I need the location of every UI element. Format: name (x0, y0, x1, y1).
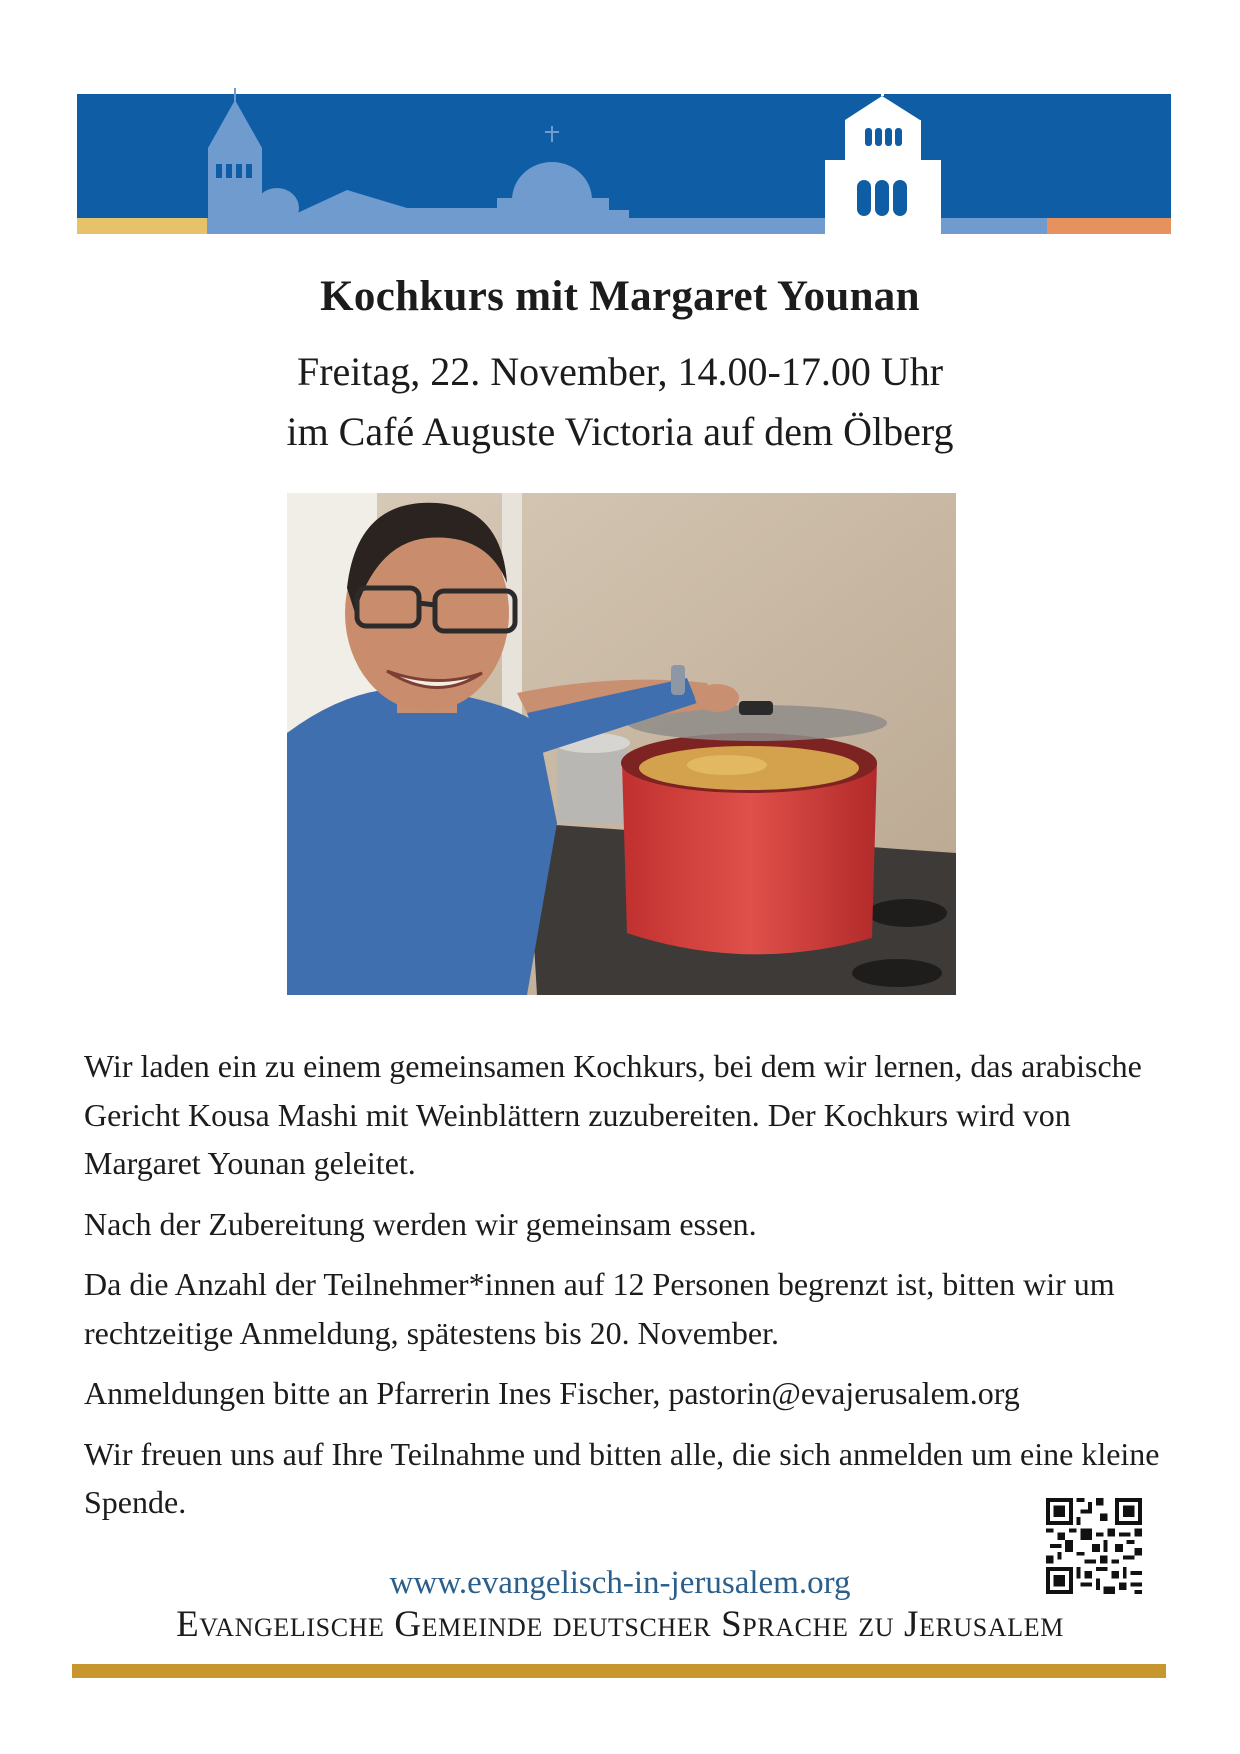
cooking-photo (287, 493, 956, 995)
event-date: Freitag, 22. November, 14.00-17.00 Uhr (296, 349, 944, 394)
event-location: im Café Auguste Victoria auf dem Ölberg (286, 409, 954, 454)
paragraph-intro: Wir laden ein zu einem gemeinsamen Kochkurs, bei dem wir lernen, das arabische Gericht Kousa Mashi mit Weinblättern zuzubereiten. Der Kochkurs wird von Margaret Younan geleitet. (84, 1048, 1142, 1181)
paragraph-registration[interactable]: Anmeldungen bitte an Pfarrerin Ines Fischer, pastorin@evajerusalem.org (84, 1375, 1020, 1411)
page-title: Kochkurs mit Margaret Younan (320, 273, 920, 320)
person-shirt (287, 688, 557, 995)
paragraph-donation: Wir freuen uns auf Ihre Teilnahme und bitten alle, die sich anmelden um eine kleine Spende. (84, 1435, 1160, 1520)
organization-name: Evangelische Gemeinde deutscher Sprache zu Jerusalem (176, 1604, 1064, 1645)
website-link[interactable]: www.evangelisch-in-jerusalem.org (389, 1565, 851, 1601)
banner-stripe-right (1047, 218, 1171, 234)
paragraph-meal: Nach der Zubereitung werden wir gemeinsam essen. (84, 1205, 757, 1242)
body-text (84, 1042, 1174, 1539)
banner-stripe-left (77, 218, 207, 234)
footer-bar (72, 1664, 1166, 1678)
steel-pot (557, 743, 627, 823)
paragraph-limit: Da die Anzahl der Teilnehmer*innen auf 12 Personen begrenzt ist, bitten wir um rechtzeitige Anmeldung, spätestens bis 20. November. (84, 1266, 1115, 1351)
header-banner (77, 70, 1171, 238)
